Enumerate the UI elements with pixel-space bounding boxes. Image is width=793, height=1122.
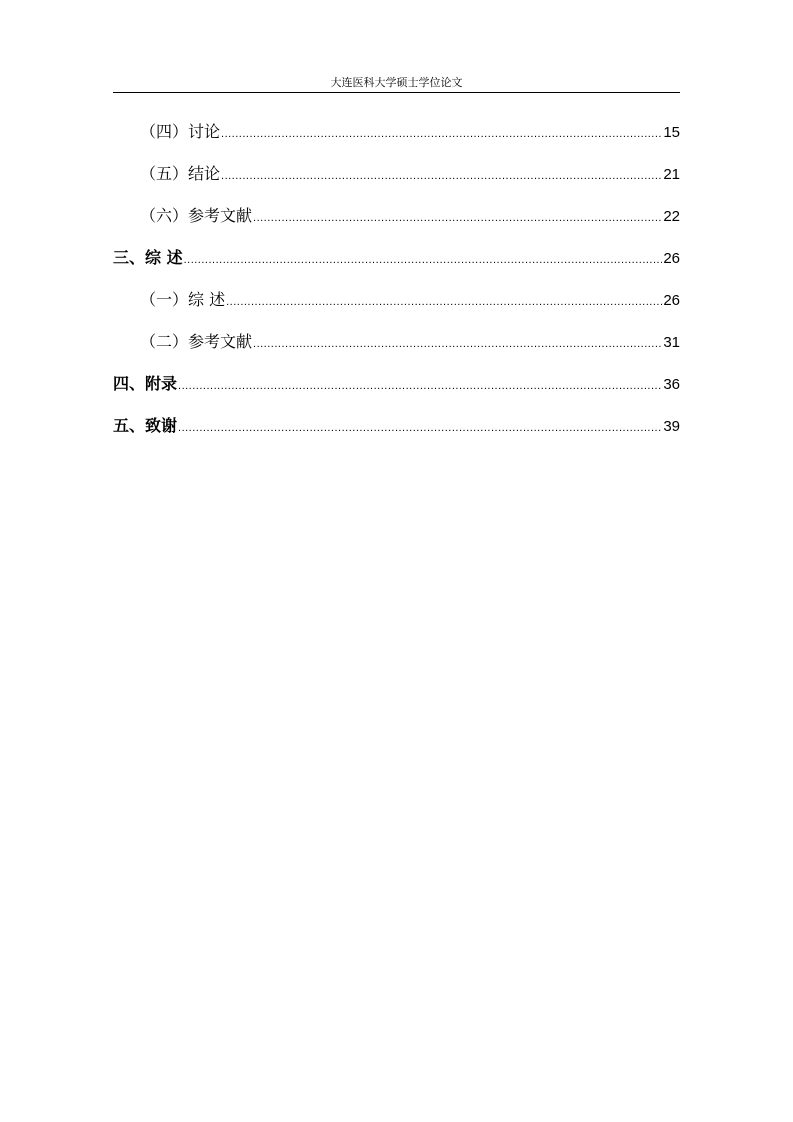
toc-entry-label: （一）综 述: [140, 290, 226, 309]
toc-dot-leader: [178, 371, 662, 401]
thesis-header-title: 大连医科大学硕士学位论文: [330, 76, 463, 89]
toc-dot-leader: [178, 413, 662, 443]
toc-entry-label: 四、附录: [113, 374, 178, 393]
toc-entry-review[interactable]: [113, 243, 680, 285]
toc-dot-leader: [253, 203, 662, 233]
toc-entry-appendix[interactable]: [113, 369, 680, 411]
page-header: [113, 74, 680, 93]
toc-dot-leader: [221, 119, 662, 149]
toc-page-number: 26: [663, 292, 680, 309]
toc-entry-label: （六）参考文献: [140, 206, 253, 225]
toc-entry-label: （四）讨论: [140, 122, 221, 141]
toc-page-number: 15: [663, 124, 680, 141]
toc-entry-label: 五、致谢: [113, 416, 178, 435]
toc-page-number: 39: [663, 418, 680, 435]
toc-entry-label: （二）参考文献: [140, 332, 253, 351]
toc-entry-review-body[interactable]: [113, 285, 680, 327]
toc-entry-review-references[interactable]: [113, 327, 680, 369]
toc-entry-conclusion[interactable]: [113, 159, 680, 201]
toc-page-number: 31: [663, 334, 680, 351]
table-of-contents: [113, 117, 680, 453]
toc-page-number: 26: [663, 250, 680, 267]
toc-entry-label: 三、综 述: [113, 248, 183, 267]
toc-entry-label: （五）结论: [140, 164, 221, 183]
toc-dot-leader: [253, 329, 662, 359]
toc-dot-leader: [221, 161, 662, 191]
toc-page-number: 36: [663, 376, 680, 393]
toc-dot-leader: [184, 245, 663, 275]
toc-dot-leader: [226, 287, 662, 317]
toc-page-number: 22: [663, 208, 680, 225]
toc-entry-acknowledgements[interactable]: [113, 411, 680, 453]
toc-page-number: 21: [663, 166, 680, 183]
toc-entry-references[interactable]: [113, 201, 680, 243]
toc-entry-discussion[interactable]: [113, 117, 680, 159]
